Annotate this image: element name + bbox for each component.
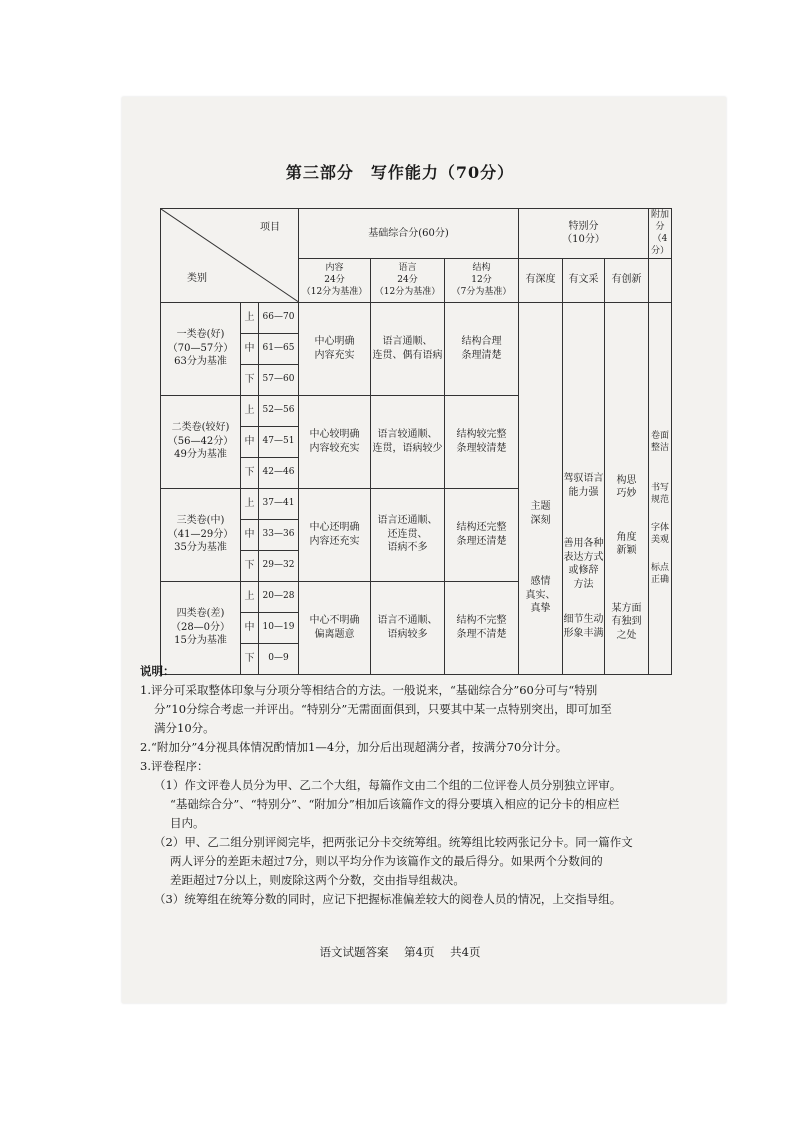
- note-line: “基础综合分”、“特别分”、“附加分”相加后该篇作文的得分要填入相应的记分卡的相应栏: [170, 797, 620, 811]
- bonus-item: 标点: [651, 563, 670, 574]
- style-item: 表达方式: [563, 551, 604, 563]
- class-4-label: [161, 581, 241, 674]
- special-score-header: [519, 209, 649, 259]
- header-corner: [161, 209, 299, 303]
- class-2-range: （56—42分）: [167, 435, 234, 447]
- structure-line: 条理清楚: [461, 349, 502, 361]
- structure-line: 结构合理: [461, 336, 502, 348]
- col-content-points: 24分: [324, 274, 345, 285]
- structure-line: 结构不完整: [456, 615, 507, 627]
- language-line: 语言还通顺、: [377, 515, 438, 527]
- level-label: 下: [241, 643, 259, 674]
- col-language-name: 语言: [398, 262, 417, 273]
- level-label: 下: [241, 364, 259, 395]
- style-item: 或修辞: [568, 565, 599, 577]
- level-range: 0—9: [259, 643, 299, 674]
- level-range: 29—32: [259, 550, 299, 581]
- content-line: 中心还明确: [309, 522, 360, 534]
- note-line: 满分10分。: [154, 721, 215, 735]
- level-label: 上: [241, 488, 259, 519]
- note-line: （3）统筹组在统筹分数的同时，应记下把握标准偏差较大的阅卷人员的情况，上交指导组。: [154, 892, 622, 906]
- col-structure: [445, 258, 519, 302]
- class-3-basis: 35分为基准: [174, 542, 227, 554]
- class-3-title: 三类卷(中): [176, 515, 225, 527]
- language-line: 语病较多: [387, 628, 428, 640]
- language-line: 还连贯、: [387, 528, 428, 540]
- class-2-structure: [445, 395, 519, 488]
- col-content-name: 内容: [325, 262, 344, 273]
- notes-section: [140, 662, 700, 909]
- level-range: 37—41: [259, 488, 299, 519]
- class-1-title: 一类卷(好): [176, 329, 225, 341]
- class-2-language: [371, 395, 445, 488]
- depth-column: [519, 302, 563, 674]
- class-4-title: 四类卷(差): [176, 608, 225, 620]
- content-line: 内容较充实: [309, 442, 360, 454]
- content-line: 中心明确: [314, 336, 355, 348]
- class-3-language: [371, 488, 445, 581]
- innovation-item: 有独到: [611, 616, 642, 628]
- level-range: 42—46: [259, 457, 299, 488]
- content-line: 内容还充实: [309, 535, 360, 547]
- innovation-item: 角度: [616, 531, 637, 543]
- note-line: 3.评卷程序：: [140, 759, 209, 773]
- level-label: 中: [241, 333, 259, 364]
- class-3-structure: [445, 488, 519, 581]
- level-range: 10—19: [259, 612, 299, 643]
- level-range: 33—36: [259, 519, 299, 550]
- style-item: 形象丰满: [563, 627, 604, 639]
- level-range: 61—65: [259, 333, 299, 364]
- class-1-content: [299, 302, 371, 395]
- level-label: 中: [241, 519, 259, 550]
- content-line: 偏离题意: [314, 628, 355, 640]
- level-label: 下: [241, 457, 259, 488]
- class-2-label: [161, 395, 241, 488]
- bonus-column: [649, 302, 672, 674]
- innovation-item: 某方面: [611, 602, 642, 614]
- bonus-item: 卷面: [651, 430, 670, 441]
- level-range: 66—70: [259, 302, 299, 333]
- structure-line: 结构还完整: [456, 522, 507, 534]
- col-depth: 有深度: [519, 258, 563, 302]
- class-3-label: [161, 488, 241, 581]
- bleed-through-text: [220, 140, 640, 162]
- page-footer: [0, 944, 800, 960]
- level-label: 上: [241, 302, 259, 333]
- bonus-score-header: [649, 209, 672, 259]
- bonus-item: 美观: [651, 535, 670, 546]
- bonus-item: 书写: [651, 482, 670, 493]
- depth-item: 感情: [530, 576, 551, 588]
- col-structure-name: 结构: [472, 262, 491, 273]
- language-line: 语言通顺、: [382, 336, 433, 348]
- notes-heading: 说明：: [140, 664, 175, 678]
- note-line: （1）作文评卷人员分为甲、乙二个大组，每篇作文由二个组的二位评卷人员分别独立评审。: [154, 778, 622, 792]
- level-range: 20—28: [259, 581, 299, 612]
- basic-score-header: 基础综合分(60分): [299, 209, 519, 259]
- col-structure-basis: （7分为基准）: [451, 287, 512, 298]
- structure-line: 结构较完整: [456, 429, 507, 441]
- style-item: 驾驭语言: [563, 473, 604, 485]
- innovation-item: 之处: [616, 629, 637, 641]
- innovation-item: 构思: [616, 474, 637, 486]
- structure-line: 条理还清楚: [456, 535, 507, 547]
- level-range: 47—51: [259, 426, 299, 457]
- bonus-score-title: 附加分: [651, 210, 670, 233]
- col-language-basis: （12分为基准）: [374, 287, 441, 298]
- special-score-points: （10分）: [562, 234, 605, 246]
- bonus-item: 规范: [651, 494, 670, 505]
- language-line: 语言较通顺、: [377, 429, 438, 441]
- class-4-basis: 15分为基准: [174, 635, 227, 647]
- corner-category-label: 类别: [187, 273, 207, 285]
- style-column: [563, 302, 605, 674]
- col-style: 有文采: [563, 258, 605, 302]
- innovation-item: 新颖: [616, 545, 637, 557]
- col-innovation: 有创新: [605, 258, 649, 302]
- content-line: 中心较明确: [309, 429, 360, 441]
- level-label: 上: [241, 395, 259, 426]
- class-3-range: （41—29分）: [167, 528, 234, 540]
- note-line: 目内。: [170, 816, 205, 830]
- depth-item: 真挚: [530, 603, 551, 615]
- note-line: 1.评分可采取整体印象与分项分等相结合的方法。一般说来，“基础综合分”60分可与“特别: [140, 683, 598, 697]
- corner-item-label: 项目: [260, 222, 281, 233]
- class-1-range: （70—57分）: [167, 342, 234, 354]
- note-line: （2）甲、乙二组分别评阅完毕，把两张记分卡交统筹组。统筹组比较两张记分卡。同一篇作文: [154, 835, 633, 849]
- language-line: 语言不通顺、: [377, 615, 438, 627]
- col-content: [299, 258, 371, 302]
- level-label: 上: [241, 581, 259, 612]
- style-item: 能力强: [568, 486, 599, 498]
- bonus-item: 整洁: [651, 442, 670, 453]
- col-language-points: 24分: [397, 274, 418, 285]
- language-line: 连贯、偶有语病: [372, 349, 443, 361]
- bonus-item: 字体: [651, 523, 670, 534]
- bonus-score-points: （4分）: [651, 234, 670, 257]
- col-structure-points: 12分: [471, 274, 492, 285]
- style-item: 方法: [573, 578, 594, 590]
- depth-item: 主题: [530, 501, 551, 513]
- footer-subject: 语文试题答案: [319, 945, 389, 959]
- language-line: 连贯，语病较少: [372, 442, 443, 454]
- col-content-basis: （12分为基准）: [301, 287, 368, 298]
- class-2-basis: 49分为基准: [174, 449, 227, 461]
- level-range: 57—60: [259, 364, 299, 395]
- depth-item: 真实、: [525, 589, 556, 601]
- class-1-basis: 63分为基准: [174, 356, 227, 368]
- class-1-structure: [445, 302, 519, 395]
- footer-total: 共4页: [450, 945, 481, 959]
- footer-page: 第4页: [404, 945, 435, 959]
- class-4-content: [299, 581, 371, 674]
- depth-item: 深刻: [530, 514, 551, 526]
- class-4-language: [371, 581, 445, 674]
- innovation-item: 巧妙: [616, 488, 637, 500]
- note-line: 2.“附加分”4分视具体情况酌情加1—4分，加分后出现超满分者，按满分70分计分。: [140, 740, 568, 754]
- special-score-title: 特别分: [568, 220, 599, 232]
- class-3-content: [299, 488, 371, 581]
- col-language: [371, 258, 445, 302]
- structure-line: 条理不清楚: [456, 628, 507, 640]
- level-label: 下: [241, 550, 259, 581]
- note-line: 两人评分的差距未超过7分，则以平均分作为该篇作文的最后得分。如果两个分数间的: [170, 854, 603, 868]
- col-bonus-blank: [649, 258, 672, 302]
- level-label: 中: [241, 426, 259, 457]
- class-1-label: [161, 302, 241, 395]
- level-range: 52—56: [259, 395, 299, 426]
- class-2-title: 二类卷(较好): [171, 422, 230, 434]
- content-line: 中心不明确: [309, 615, 360, 627]
- class-2-content: [299, 395, 371, 488]
- class-4-range: （28—0分）: [170, 621, 231, 633]
- content-line: 内容充实: [314, 349, 355, 361]
- innovation-column: [605, 302, 649, 674]
- structure-line: 条理较清楚: [456, 442, 507, 454]
- class-1-language: [371, 302, 445, 395]
- class-4-structure: [445, 581, 519, 674]
- style-item: 细节生动: [563, 614, 604, 626]
- section-title: 第三部分 写作能力（70分）: [285, 163, 515, 182]
- level-label: 中: [241, 612, 259, 643]
- note-line: 分”10分综合考虑一并评出。“特别分”无需面面俱到，只要其中某一点特别突出，即可加至: [154, 702, 612, 716]
- style-item: 善用各种: [563, 538, 604, 550]
- note-line: 差距超过7分以上，则废除这两个分数，交由指导组裁决。: [170, 873, 465, 887]
- scoring-table: [160, 208, 672, 675]
- language-line: 语病不多: [387, 542, 428, 554]
- bonus-item: 正确: [651, 575, 670, 586]
